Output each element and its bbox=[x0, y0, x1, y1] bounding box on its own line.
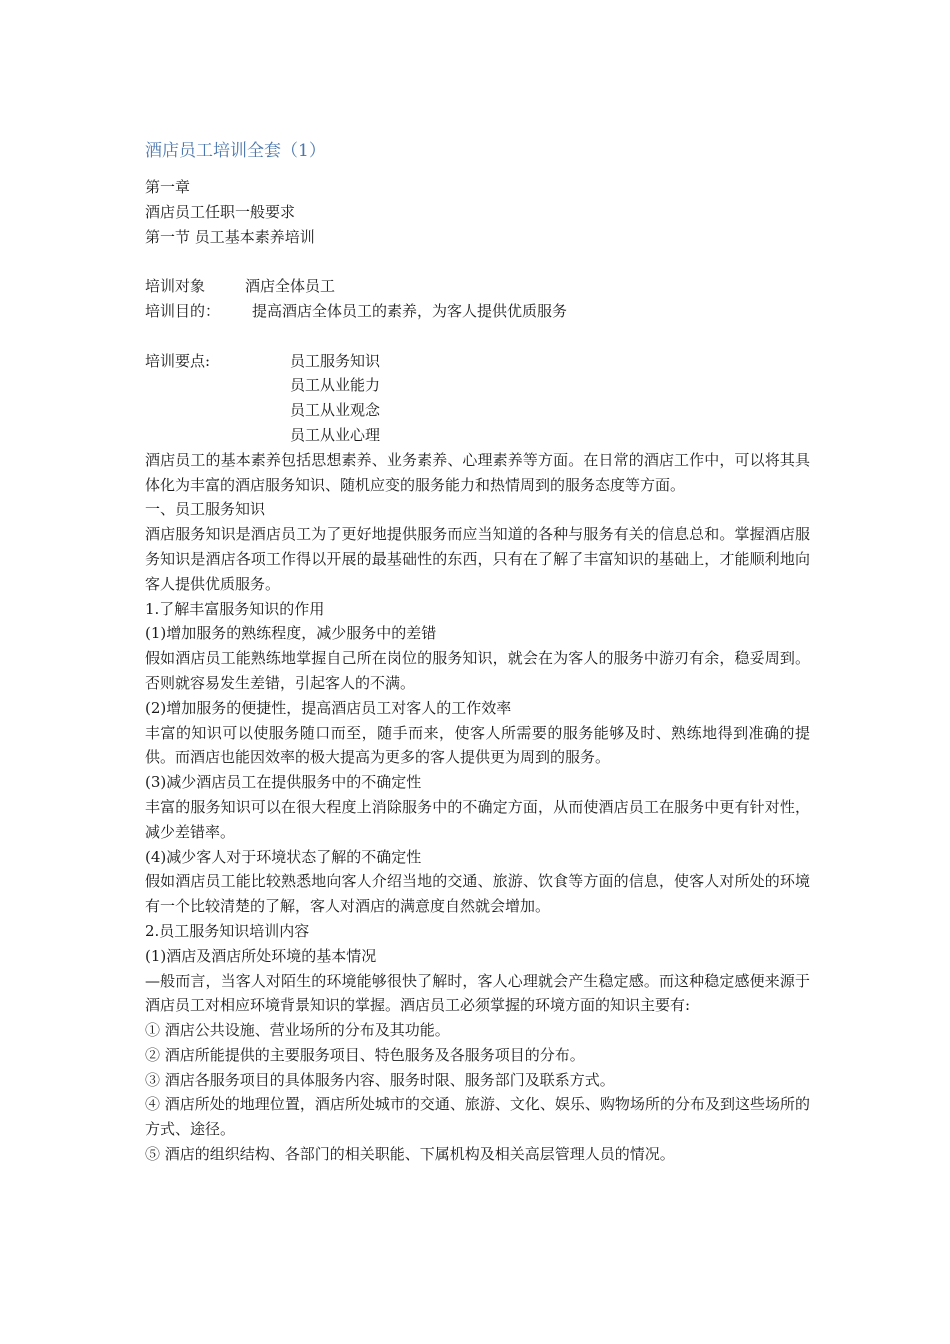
knowledge-paragraph: 酒店服务知识是酒店员工为了更好地提供服务而应当知道的各种与服务有关的信息总和。掌握酒店服务知识是酒店各项工作得以开展的最基础性的东西，只有在了解了丰富知识的基础上，才能顺利地向客人提供优质服务。 bbox=[145, 525, 810, 593]
document-body bbox=[145, 175, 810, 1167]
training-points bbox=[145, 349, 810, 448]
training-target-row bbox=[145, 274, 810, 299]
point-paragraph: 丰富的知识可以使服务随口而至，随手而来，使客人所需要的服务能够及时、熟练地得到准确的提供。而酒店也能因效率的极大提高为更多的客人提供更为周到的服务。 bbox=[145, 723, 810, 767]
training-purpose-value: 提高酒店全体员工的素养，为客人提供优质服务 bbox=[252, 301, 568, 320]
training-points-label: 培训要点: bbox=[145, 351, 211, 370]
list-item: ④ 酒店所处的地理位置，酒店所处城市的交通、旅游、文化、娱乐、购物场所的分布及到这些场所的方式、途径。 bbox=[145, 1095, 810, 1139]
list-item: ⑤ 酒店的组织结构、各部门的相关职能、下属机构及相关高层管理人员的情况。 bbox=[145, 1145, 675, 1164]
intro-paragraph: 酒店员工的基本素养包括思想素养、业务素养、心理素养等方面。在日常的酒店工作中，可以将其具体化为丰富的酒店服务知识、随机应变的服务能力和热情周到的服务态度等方面。 bbox=[145, 450, 810, 494]
point-heading: (3)减少酒店员工在提供服务中的不确定性 bbox=[145, 773, 422, 792]
training-point-item: 员工从业观念 bbox=[290, 401, 381, 420]
training-point-item: 员工从业能力 bbox=[290, 376, 381, 395]
training-point-item: 员工服务知识 bbox=[290, 351, 381, 370]
point-paragraph: 丰富的服务知识可以在很大程度上消除服务中的不确定方面，从而使酒店员工在服务中更有针对性，减少差错率。 bbox=[145, 797, 810, 841]
section-heading: 第一节 员工基本素养培训 bbox=[145, 227, 315, 246]
training-points-list bbox=[290, 349, 380, 448]
point-heading: (1)增加服务的熟练程度，减少服务中的差错 bbox=[145, 624, 437, 643]
training-point-item: 员工从业心理 bbox=[290, 425, 381, 444]
chapter-heading: 第一章 bbox=[145, 178, 191, 196]
spacer bbox=[145, 249, 810, 274]
point-paragraph: 假如酒店员工能熟练地掌握自己所在岗位的服务知识，就会在为客人的服务中游刃有余，稳妥周到。否则就容易发生差错，引起客人的不满。 bbox=[145, 649, 810, 692]
chapter-title: 酒店员工任职一般要求 bbox=[145, 202, 296, 221]
list-item: ① 酒店公共设施、营业场所的分布及其功能。 bbox=[145, 1021, 450, 1040]
point-heading: (4)减少客人对于环境状态了解的不确定性 bbox=[145, 847, 422, 866]
training-purpose-label: 培训目的： bbox=[145, 301, 221, 320]
training-target-label: 培训对象 bbox=[145, 277, 206, 296]
heading-service-knowledge: 一、员工服务知识 bbox=[145, 500, 266, 519]
spacer bbox=[145, 324, 810, 349]
point-paragraph: 假如酒店员工能比较熟悉地向客人介绍当地的交通、旅游、饮食等方面的信息，使客人对所处的环境有一个比较清楚的了解，客人对酒店的满意度自然就会增加。 bbox=[145, 872, 810, 916]
subheading-training-content: 2.员工服务知识培训内容 bbox=[145, 921, 310, 940]
point-paragraph: —般而言，当客人对陌生的环境能够很快了解时，客人心理就会产生稳定感。而这种稳定感便来源于酒店员工对相应环境背景知识的掌握。酒店员工必须掌握的环境方面的知识主要有: bbox=[145, 971, 810, 1015]
point-heading: (2)增加服务的便捷性，提高酒店员工对客人的工作效率 bbox=[145, 698, 512, 717]
list-item: ② 酒店所能提供的主要服务项目、特色服务及各服务项目的分布。 bbox=[145, 1045, 585, 1064]
list-item: ③ 酒店各服务项目的具体服务内容、服务时限、服务部门及联系方式。 bbox=[145, 1070, 615, 1089]
subheading-knowledge-role: 1.了解丰富服务知识的作用 bbox=[145, 599, 325, 618]
document-title: 酒店员工培训全套（1） bbox=[145, 141, 326, 161]
point-heading: (1)酒店及酒店所处环境的基本情况 bbox=[145, 946, 377, 965]
training-purpose-row bbox=[145, 299, 810, 324]
training-target-value: 酒店全体员工 bbox=[245, 277, 336, 296]
